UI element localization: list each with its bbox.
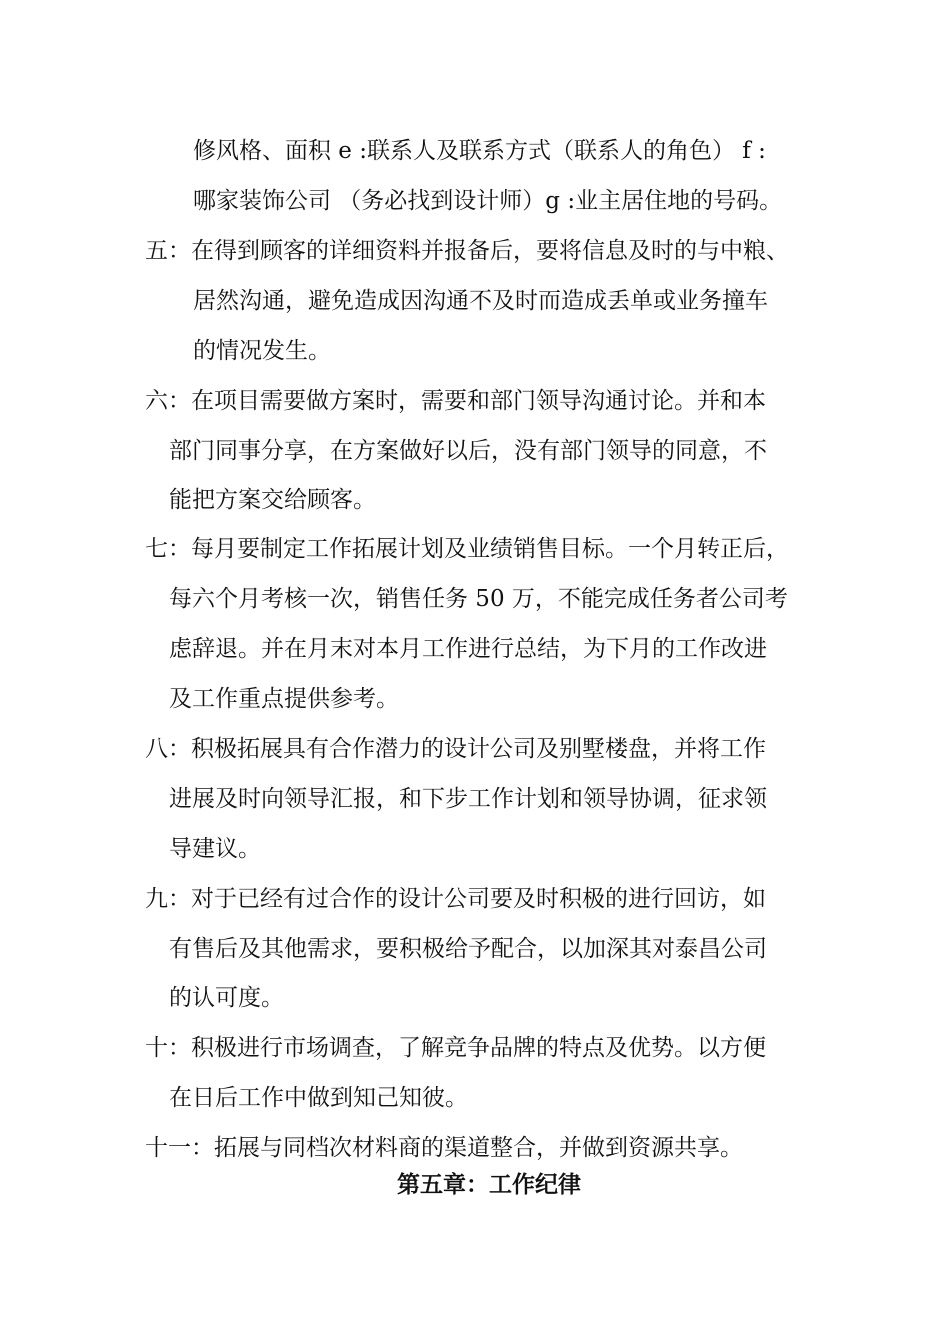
text-line: 七：每月要制定工作拓展计划及业绩销售目标。一个月转正后， <box>145 536 789 562</box>
text-line: 及工作重点提供参考。 <box>169 686 399 712</box>
text-line: 五：在得到顾客的详细资料并报备后，要将信息及时的与中粮、 <box>145 238 789 264</box>
text-line: 部门同事分享，在方案做好以后，没有部门领导的同意，不 <box>169 438 767 464</box>
text-line: 十一：拓展与同档次材料商的渠道整合，并做到资源共享。 <box>145 1135 743 1161</box>
text-line: 九：对于已经有过合作的设计公司要及时积极的进行回访，如 <box>145 886 766 912</box>
text-line: 有售后及其他需求，要积极给予配合，以加深其对泰昌公司 <box>169 936 767 962</box>
text-line: 哪家装饰公司 （务必找到设计师）g :业主居住地的号码。 <box>193 188 783 214</box>
text-line: 修风格、面积 e :联系人及联系方式（联系人的角色） f : <box>193 138 766 164</box>
text-line: 的情况发生。 <box>193 338 331 364</box>
text-line: 六：在项目需要做方案时，需要和部门领导沟通讨论。并和本 <box>145 388 766 414</box>
text-line: 十：积极进行市场调查，了解竞争品牌的特点及优势。以方便 <box>145 1035 766 1061</box>
text-line: 八：积极拓展具有合作潜力的设计公司及别墅楼盘，并将工作 <box>145 736 766 762</box>
text-line: 居然沟通，避免造成因沟通不及时而造成丢单或业务撞车 <box>193 288 768 314</box>
chapter-heading: 第五章：工作纪律 <box>397 1171 581 1198</box>
text-line: 导建议。 <box>169 836 261 862</box>
text-line: 进展及时向领导汇报，和下步工作计划和领导协调，征求领 <box>169 786 767 812</box>
text-line: 能把方案交给顾客。 <box>169 487 376 513</box>
text-line: 虑辞退。并在月末对本月工作进行总结，为下月的工作改进 <box>169 636 767 662</box>
text-line: 每六个月考核一次，销售任务 50 万，不能完成任务者公司考 <box>169 586 788 612</box>
text-line: 的认可度。 <box>169 985 284 1011</box>
text-line: 在日后工作中做到知己知彼。 <box>169 1085 468 1111</box>
